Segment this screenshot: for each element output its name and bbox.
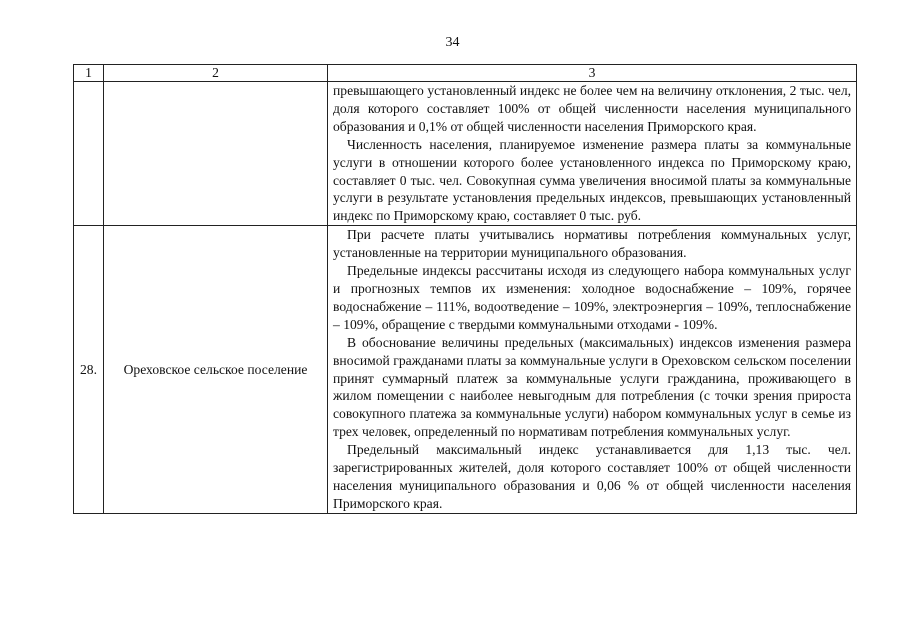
description-paragraph: В обоснование величины предельных (максимальных) индексов изменения размера вносимой гражданами платы за коммунальные услуги в Ореховском сельском поселении принят суммарный платеж за коммунальные услуги гражданина, проживающего в жилом помещении с наиболее невыгодным для потребления (с точки зрения прироста совокупного платежа за коммунальные услуги) набором коммунальных услуг в семье из трех человек, определенный по нормативам потребления коммунальных услуг. [333, 334, 851, 440]
description-paragraph: Предельный максимальный индекс устанавливается для 1,13 тыс. чел. зарегистрированных жителей, доля которого составляет 100% от общей численности населения муниципального образования и 0,06 % от общей численности населения Приморского края. [333, 442, 851, 511]
column-header: 2 [104, 65, 328, 82]
table-header-row [74, 65, 857, 82]
row-number [74, 82, 104, 226]
page-number: 34 [445, 35, 460, 50]
description-paragraph: превышающего установленный индекс не более чем на величину отклонения, 2 тыс. чел, доля которого составляет 100% от общей численности населения муниципального образования и 0,1% от общей численности населения Приморского края. [333, 83, 851, 134]
description-cell [328, 82, 857, 226]
row-number: 28. [74, 226, 104, 514]
description-cell [328, 226, 857, 514]
column-header: 1 [74, 65, 104, 82]
municipality-name [104, 82, 328, 226]
table-row [74, 226, 857, 514]
municipality-name: Ореховское сельское поселение [104, 226, 328, 514]
description-paragraph: При расчете платы учитывались нормативы потребления коммунальных услуг, установленные на территории муниципального образования. [333, 227, 851, 261]
column-header: 3 [328, 65, 857, 82]
table-row [74, 82, 857, 226]
data-table [73, 64, 857, 514]
description-paragraph: Предельные индексы рассчитаны исходя из следующего набора коммунальных услуг и прогнозных темпов их изменения: холодное водоснабжение – 109%, горячее водоснабжение – 111%, водоотведение – 109%, электроэнергия – 109%, теплоснабжение – 109%, обращение с твердыми коммунальными отходами - 109%. [333, 263, 851, 332]
description-paragraph: Численность населения, планируемое изменение размера платы за коммунальные услуги в отношении которого более установленного индекса по Приморскому краю, составляет 0 тыс. чел. Совокупная сумма увеличения вносимой платы за коммунальные услуги в результате установления предельных индексов, превышающих установленный индекс по Приморскому краю, составляет 0 тыс. руб. [333, 136, 851, 224]
